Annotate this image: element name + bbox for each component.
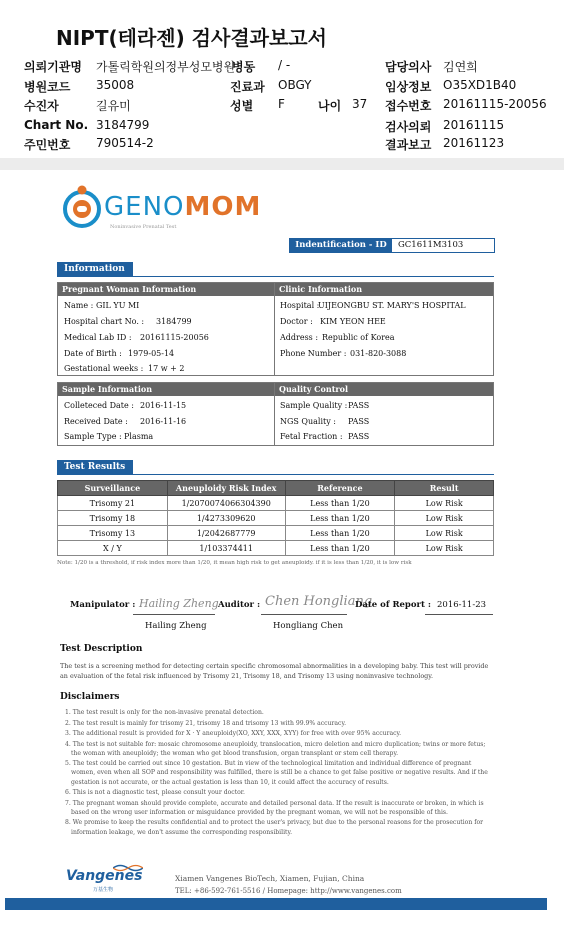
genomom-logo xyxy=(60,180,280,240)
label-chart-no: Chart No. xyxy=(24,118,89,132)
column-header: Result xyxy=(395,481,494,496)
sample-quality-box xyxy=(57,382,494,446)
value-clinical-info: O35XD1B40 xyxy=(443,78,517,92)
label-report-date: 결과보고 xyxy=(385,138,432,152)
address-value: Republic of Korea xyxy=(322,333,395,342)
identification-label: Indentification - ID xyxy=(290,239,392,252)
header-row-3 xyxy=(0,97,564,115)
manipulator-signature: Hailing Zheng xyxy=(139,597,219,610)
patient-clinic-box xyxy=(57,282,494,376)
result-cell: Low Risk xyxy=(395,526,494,541)
dob-value: 1979-05-14 xyxy=(128,349,175,358)
sample-title: Sample Information xyxy=(58,383,274,396)
phone-value: 031-820-3088 xyxy=(350,349,407,358)
clinic-title: Clinic Information xyxy=(275,283,493,296)
disclaimers-list xyxy=(65,708,497,838)
label-institution: 의뢰기관명 xyxy=(24,60,82,74)
manipulator-name: Hailing Zheng xyxy=(145,621,207,631)
pregnant-woman-title: Pregnant Woman Information xyxy=(58,283,274,296)
test-results-tab: Test Results xyxy=(57,460,133,475)
test-description-text: The test is a screening method for detecting certain specific chromosomal abnormalities in a developing baby. This test will provide an evaluation of the fetal risk influenced by Trisomy 21, Trisomy 18, and Trisomy 13 using noninvasive technology. xyxy=(60,662,489,680)
label-ward: 병동 xyxy=(232,60,256,74)
doctor-value: KIM YEON HEE xyxy=(320,317,386,326)
genomom-logo-icon xyxy=(60,184,104,230)
vangenes-logo-cn: 万基生物 xyxy=(93,887,114,893)
collected-value: 2016-11-15 xyxy=(140,401,187,410)
received-value: 2016-11-16 xyxy=(140,417,187,426)
table-row xyxy=(58,496,494,511)
information-rule xyxy=(57,276,494,277)
disclaimer-item: 1. The test result is only for the non-invasive prenatal detection. xyxy=(65,709,264,716)
disclaimer-item: 4. The test is not suitable for: mosaic chromosome aneuploidy, translocation, micro deletion and micro duplication; twins or more fetus; the woman with aneuploidy; the woman who get blood transfusion, organ transplant or stem cell therapy. xyxy=(65,740,486,757)
label-resident-no: 주민번호 xyxy=(24,138,71,152)
disclaimer-item: 3. The additional result is provided for X · Y aneuploidy(XO, XXY, XXX, XYY) for free with over 95% accuracy. xyxy=(65,730,402,737)
identification-value: GC1611M3103 xyxy=(398,240,464,250)
information-tab: Information xyxy=(57,262,133,277)
manipulator-label: Manipulator : xyxy=(70,600,136,610)
hospital-chart-value: 3184799 xyxy=(156,317,192,326)
column-header: Aneuploidy Risk Index xyxy=(167,481,285,496)
fetal-fraction-value: PASS xyxy=(348,432,370,441)
test-results-table xyxy=(57,480,494,556)
auditor-line xyxy=(261,614,347,615)
value-hospital-code: 35008 xyxy=(96,78,135,92)
auditor-signature: Chen Hongliang xyxy=(265,594,373,609)
table-row xyxy=(58,541,494,556)
label-patient: 수진자 xyxy=(24,99,59,113)
surveillance-cell: X / Y xyxy=(58,541,168,556)
phone-label: Phone Number : xyxy=(280,349,347,358)
logo-suffix: MOM xyxy=(184,192,262,222)
reference-cell: Less than 1/20 xyxy=(285,541,395,556)
doctor-label: Doctor : xyxy=(280,317,313,326)
label-sex: 성별 xyxy=(230,99,254,113)
disclaimers-title: Disclaimers xyxy=(60,692,120,702)
gestational-value: 17 w + 2 xyxy=(148,364,185,373)
report-footer-bar xyxy=(5,898,547,910)
label-doctor: 담당의사 xyxy=(385,60,432,74)
collected-label: Colleteced Date : xyxy=(64,401,134,410)
risk-index-cell: 1/2070074066304390 xyxy=(167,496,285,511)
value-sex: F xyxy=(278,97,285,111)
hospital-value: UIJEONGBU ST. MARY'S HOSPITAL xyxy=(318,301,466,310)
medical-lab-label: Medical Lab ID : xyxy=(64,333,132,342)
result-cell: Low Risk xyxy=(395,541,494,556)
value-institution: 가톨릭학원의정부성모병원 xyxy=(96,60,236,74)
test-results-rule xyxy=(57,474,494,475)
table-header-row xyxy=(58,481,494,496)
page-title: NIPT(테라젠) 검사결과보고서 xyxy=(56,26,327,50)
reference-cell: Less than 1/20 xyxy=(285,526,395,541)
received-label: Received Date : xyxy=(64,417,128,426)
value-receipt-no: 20161115-20056 xyxy=(443,97,547,111)
date-of-report-label: Date of Report : xyxy=(355,600,432,610)
sample-type-label: Sample Type : xyxy=(64,432,122,441)
scanned-report xyxy=(5,170,547,913)
gestational-label: Gestational weeks : xyxy=(64,364,144,373)
value-patient: 길유미 xyxy=(96,99,131,113)
ngs-quality-label: NGS Quality : xyxy=(280,417,336,426)
header-row-4 xyxy=(0,118,564,136)
column-header: Reference xyxy=(285,481,395,496)
logo-tagline: Noninvasive Prenatal Test xyxy=(110,224,177,230)
reference-cell: Less than 1/20 xyxy=(285,511,395,526)
label-receipt-no: 접수번호 xyxy=(385,99,432,113)
table-row xyxy=(58,526,494,541)
auditor-label: Auditor : xyxy=(218,600,261,610)
fetal-fraction-label: Fetal Fraction : xyxy=(280,432,343,441)
label-request-date: 검사의뢰 xyxy=(385,120,432,134)
date-of-report-value: 2016-11-23 xyxy=(437,600,487,610)
name-value: GIL YU MI xyxy=(96,301,140,310)
table-row xyxy=(58,511,494,526)
result-cell: Low Risk xyxy=(395,496,494,511)
surveillance-cell: Trisomy 13 xyxy=(58,526,168,541)
logo-prefix: GENO xyxy=(104,192,185,222)
value-age: 37 xyxy=(352,97,368,111)
value-ward: / - xyxy=(278,58,291,72)
risk-index-cell: 1/103374411 xyxy=(167,541,285,556)
quality-title: Quality Control xyxy=(275,383,493,396)
label-department: 진료과 xyxy=(230,80,265,94)
manipulator-line xyxy=(133,614,215,615)
disclaimer-item: 5. The test could be carried out since 10 gestation. But in view of the technological limitation and individual difference of pregnant women, even when all SOP and responsibility was fulfilled, there is still be a chance to get false positive or negative results. And if the gestation is not accurate, or the actual gestation is less than 10, it could affect the accuracy of results. xyxy=(65,760,488,786)
value-resident-no: 790514-2 xyxy=(96,136,154,150)
surveillance-cell: Trisomy 18 xyxy=(58,511,168,526)
box-divider xyxy=(274,283,275,375)
hospital-label: Hospital : xyxy=(280,301,320,310)
dob-label: Date of Birth : xyxy=(64,349,122,358)
label-hospital-code: 병원코드 xyxy=(24,80,71,94)
disclaimer-item: 6. This is not a diagnostic test, please consult your doctor. xyxy=(65,789,245,797)
label-age: 나이 xyxy=(318,99,342,113)
box-divider-2 xyxy=(274,383,275,445)
identification-box xyxy=(289,238,495,253)
sample-type-value: Plasma xyxy=(124,432,154,441)
risk-index-cell: 1/2042687779 xyxy=(167,526,285,541)
date-line xyxy=(425,614,493,615)
risk-index-cell: 1/4273309620 xyxy=(167,511,285,526)
page-separator xyxy=(0,158,564,170)
threshold-note: Note: 1/20 is a threshold, if risk index more than 1/20, it mean high risk to get aneuploidy. if it is less than 1/20, it is low risk xyxy=(57,560,412,566)
label-clinical-info: 임상정보 xyxy=(385,80,432,94)
value-request-date: 20161115 xyxy=(443,118,505,132)
company-contact: TEL: +86-592-761-5516 / Homepage: http://www.vangenes.com xyxy=(175,887,402,895)
value-doctor: 김연희 xyxy=(443,60,478,74)
result-report-header xyxy=(0,0,564,158)
value-chart-no: 3184799 xyxy=(96,118,150,132)
disclaimer-item: 8. We promise to keep the results confidential and to protect the user's privacy, but due to the personal reasons for the prosecution for information leakage, we don't assume the corresponding responsibility. xyxy=(65,819,484,836)
result-cell: Low Risk xyxy=(395,511,494,526)
header-row-5 xyxy=(0,136,564,154)
vangenes-logo: Vangenes xyxy=(66,868,143,884)
value-department: OBGY xyxy=(278,78,312,92)
medical-lab-value: 20161115-20056 xyxy=(140,333,209,342)
ngs-quality-value: PASS xyxy=(348,417,370,426)
sample-quality-label: Sample Quality : xyxy=(280,401,348,410)
surveillance-cell: Trisomy 21 xyxy=(58,496,168,511)
test-description-title: Test Description xyxy=(60,644,143,654)
name-label: Name : xyxy=(64,301,94,310)
address-label: Address : xyxy=(280,333,319,342)
value-report-date: 20161123 xyxy=(443,136,505,150)
header-row-1 xyxy=(0,58,564,76)
company-address: Xiamen Vangenes BioTech, Xiamen, Fujian, China xyxy=(175,874,365,883)
reference-cell: Less than 1/20 xyxy=(285,496,395,511)
auditor-name: Hongliang Chen xyxy=(273,621,344,631)
disclaimer-item: 7. The pregnant woman should provide complete, accurate and detailed personal data. If the result is inaccurate or broken, in which is based on the wrong user information or misguidance provided by the pregnant woman, we will not be responsible of this. xyxy=(65,799,484,816)
sample-quality-value: PASS xyxy=(348,401,370,410)
column-header: Surveillance xyxy=(58,481,168,496)
hospital-chart-label: Hospital chart No. : xyxy=(64,317,145,326)
disclaimer-item: 2. The test result is mainly for trisomy 21, trisomy 18 and trisomy 13 with 99.9% accuracy. xyxy=(65,719,347,727)
genomom-wordmark xyxy=(104,192,261,222)
header-row-2 xyxy=(0,78,564,96)
